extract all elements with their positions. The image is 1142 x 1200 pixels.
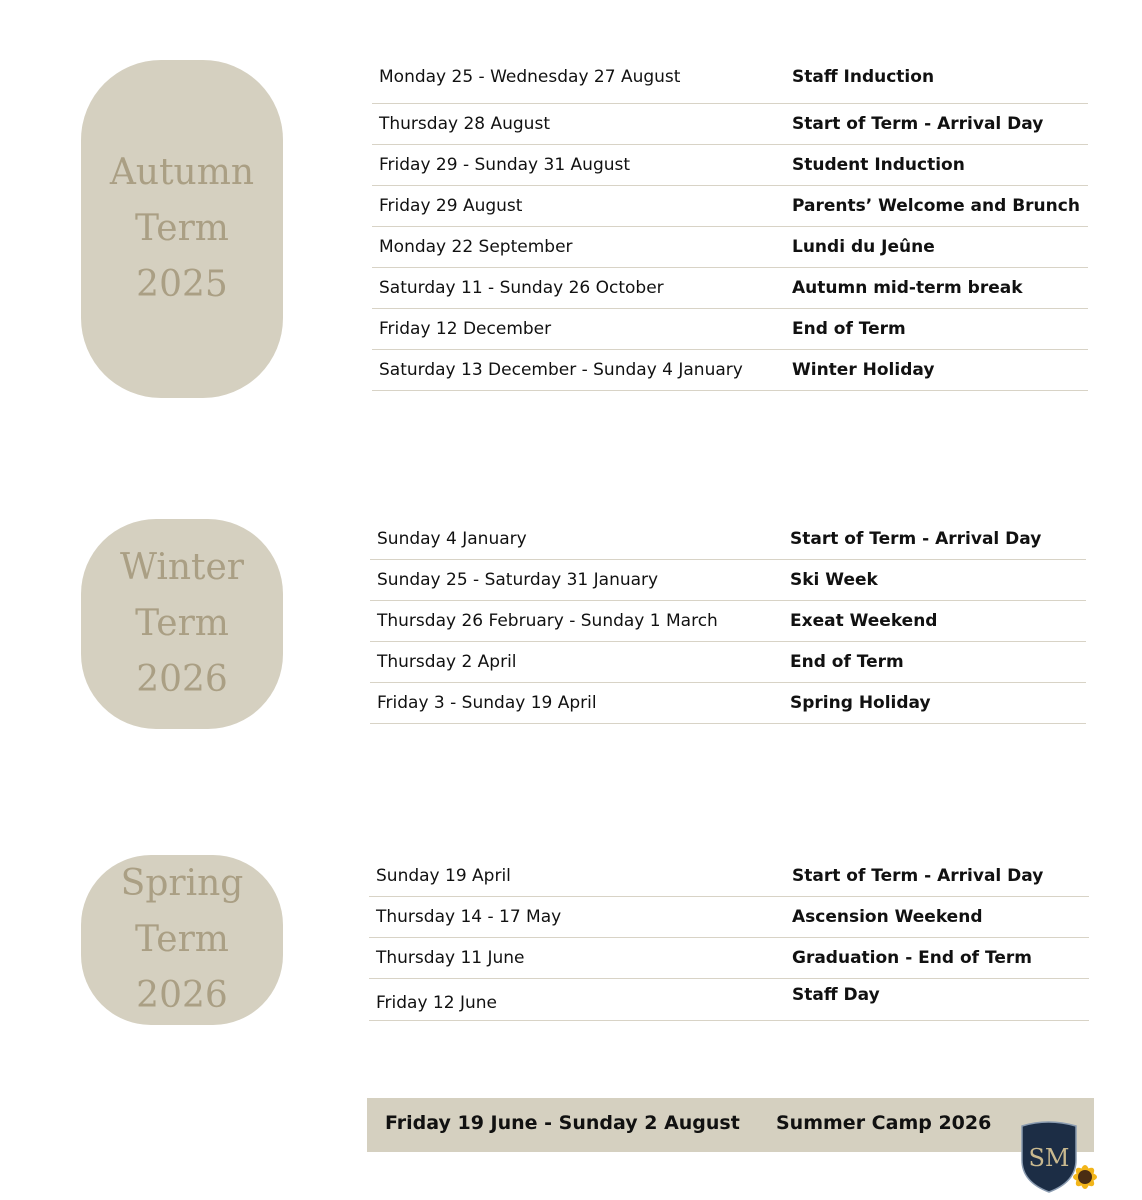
table-row: Friday 12 June Staff Day — [369, 979, 1089, 1021]
table-row: Monday 25 - Wednesday 27 August Staff Induction — [372, 57, 1088, 104]
table-row: Friday 29 - Sunday 31 August Student Induction — [372, 145, 1088, 186]
table-row: Friday 3 - Sunday 19 April Spring Holiday — [370, 683, 1086, 724]
table-row: Sunday 25 - Saturday 31 January Ski Week — [370, 560, 1086, 601]
spring-term-badge — [81, 855, 283, 1025]
autumn-term-badge — [81, 60, 283, 398]
table-row: Monday 22 September Lundi du Jeûne — [372, 227, 1088, 268]
table-row: Thursday 11 June Graduation - End of Term — [369, 938, 1089, 979]
sunflower-icon — [1073, 1165, 1097, 1189]
table-row: Thursday 28 August Start of Term - Arrival Day — [372, 104, 1088, 145]
spring-schedule — [369, 856, 1089, 1021]
table-row: Thursday 26 February - Sunday 1 March Exeat Weekend — [370, 601, 1086, 642]
table-row: Thursday 14 - 17 May Ascension Weekend — [369, 897, 1089, 938]
winter-schedule — [370, 519, 1086, 724]
term-title: Spring Term 2026 — [120, 863, 244, 1016]
crest-monogram: SM — [1028, 1144, 1070, 1172]
table-row: Friday 12 December End of Term — [372, 309, 1088, 350]
table-row: Sunday 4 January Start of Term - Arrival Day — [370, 519, 1086, 560]
table-row: Saturday 11 - Sunday 26 October Autumn mid-term break — [372, 268, 1088, 309]
autumn-schedule — [372, 57, 1088, 391]
winter-term-badge — [81, 519, 283, 729]
term-title: Winter Term 2026 — [119, 547, 245, 700]
term-title: Autumn Term 2025 — [109, 152, 255, 305]
table-row: Saturday 13 December - Sunday 4 January Winter Holiday — [372, 350, 1088, 391]
summer-camp-banner: Friday 19 June - Sunday 2 August Summer Camp 2026 — [367, 1098, 1094, 1152]
school-crest-icon — [1018, 1120, 1108, 1200]
table-row: Friday 29 August Parents’ Welcome and Brunch — [372, 186, 1088, 227]
table-row: Sunday 19 April Start of Term - Arrival Day — [369, 856, 1089, 897]
table-row: Thursday 2 April End of Term — [370, 642, 1086, 683]
